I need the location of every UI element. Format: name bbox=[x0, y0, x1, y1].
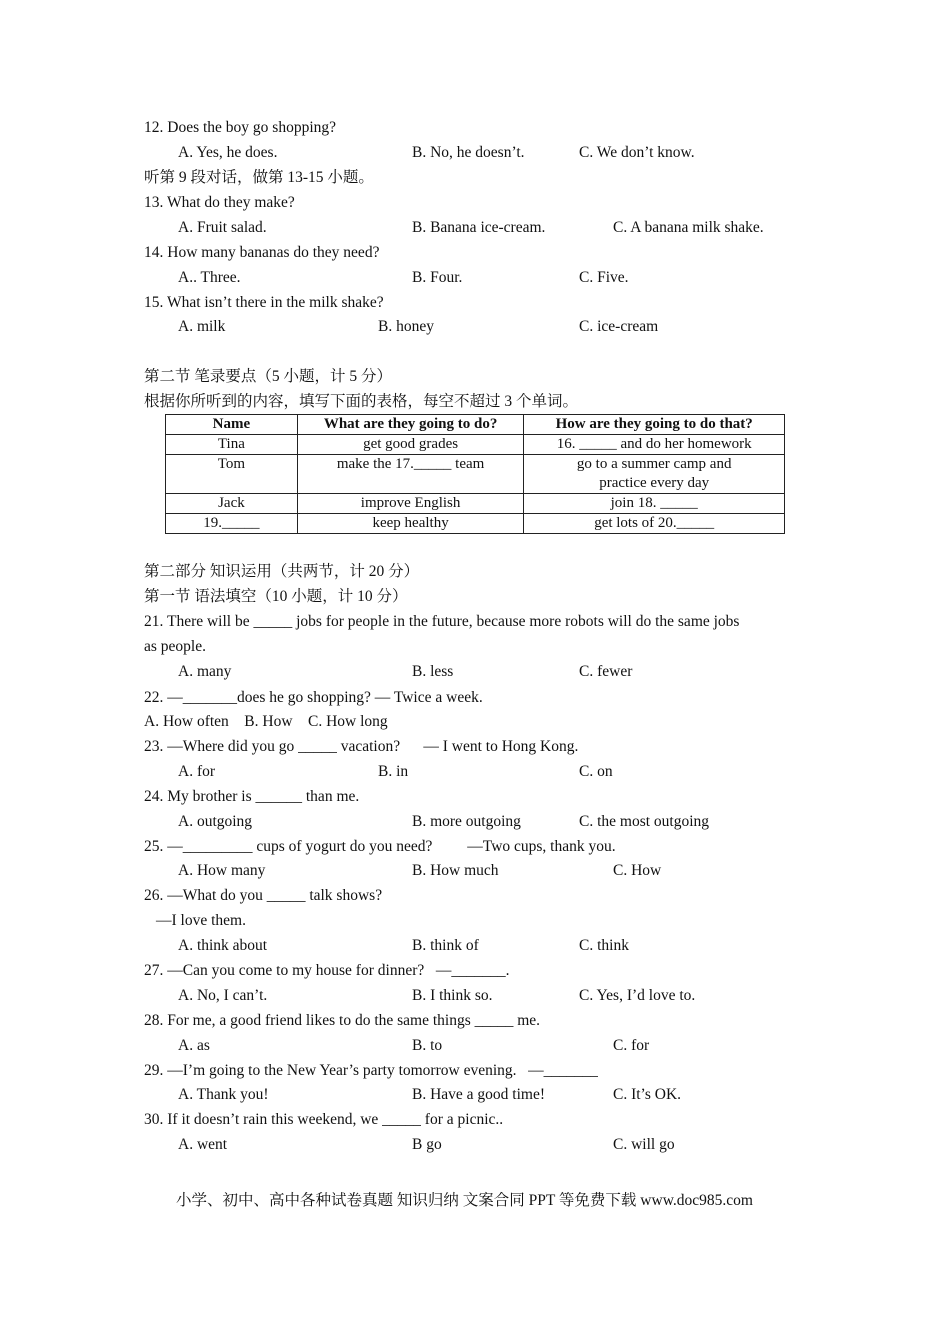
cell-plan: keep healthy bbox=[297, 514, 524, 534]
q28-option-a: A. as bbox=[178, 1037, 210, 1054]
q23-option-a: A. for bbox=[178, 763, 216, 780]
q12-option-c: C. We don’t know. bbox=[579, 144, 695, 161]
q13-option-c: C. A banana milk shake. bbox=[613, 219, 764, 236]
part-2-title: 第二部分 知识运用（共两节，计 20 分） bbox=[144, 563, 420, 580]
q26-option-c: C. think bbox=[579, 937, 629, 954]
q28-option-b: B. to bbox=[412, 1037, 443, 1054]
q14-option-c: C. Five. bbox=[579, 269, 629, 286]
table-header-row bbox=[166, 415, 785, 435]
q12-option-b: B. No, he doesn’t. bbox=[412, 144, 525, 161]
cell-name: Jack bbox=[166, 494, 298, 514]
table-row bbox=[166, 514, 785, 534]
question-30-stem: 30. If it doesn’t rain this weekend, we _____ for a picnic.. bbox=[144, 1111, 504, 1128]
question-28-stem: 28. For me, a good friend likes to do the same things _____ me. bbox=[144, 1012, 541, 1029]
q28-option-c: C. for bbox=[613, 1037, 650, 1054]
q25-option-b: B. How much bbox=[412, 862, 499, 879]
question-12-stem: 12. Does the boy go shopping? bbox=[144, 119, 337, 136]
q15-option-b: B. honey bbox=[378, 318, 434, 335]
section-2-instruction: 根据你所听到的内容，填写下面的表格，每空不超过 3 个单词。 bbox=[144, 393, 579, 410]
q12-option-a: A. Yes, he does. bbox=[178, 144, 278, 161]
question-29-stem: 29. —I’m going to the New Year’s party tomorrow evening. —_______ bbox=[144, 1062, 598, 1079]
question-25-stem: 25. —_________ cups of yogurt do you need? —Two cups, thank you. bbox=[144, 838, 616, 855]
q25-option-c: C. How bbox=[613, 862, 662, 879]
q23-option-c: C. on bbox=[579, 763, 613, 780]
table-row bbox=[166, 455, 785, 494]
q22-options: A. How often B. How C. How long bbox=[144, 713, 388, 730]
cell-method: 16. _____ and do her homework bbox=[524, 435, 785, 455]
q26-option-b: B. think of bbox=[412, 937, 479, 954]
q25-option-a: A. How many bbox=[178, 862, 266, 879]
section-2-title: 第二节 笔录要点（5 小题，计 5 分） bbox=[144, 368, 393, 385]
question-26-reply: —I love them. bbox=[156, 912, 246, 929]
question-27-stem: 27. —Can you come to my house for dinner? —_______. bbox=[144, 962, 510, 979]
cell-name: Tom bbox=[166, 455, 298, 494]
cell-name: Tina bbox=[166, 435, 298, 455]
q27-option-b: B. I think so. bbox=[412, 987, 493, 1004]
dialog-9-instruction: 听第 9 段对话，做第 13-15 小题。 bbox=[144, 169, 374, 186]
question-13-stem: 13. What do they make? bbox=[144, 194, 295, 211]
q30-option-c: C. will go bbox=[613, 1136, 675, 1153]
q27-option-c: C. Yes, I’d love to. bbox=[579, 987, 696, 1004]
q27-option-a: A. No, I can’t. bbox=[178, 987, 268, 1004]
cell-method: join 18. _____ bbox=[524, 494, 785, 514]
question-14-stem: 14. How many bananas do they need? bbox=[144, 244, 380, 261]
header-method: How are they going to do that? bbox=[524, 415, 785, 435]
cell-name: 19._____ bbox=[166, 514, 298, 534]
q21-option-b: B. less bbox=[412, 663, 454, 680]
q24-option-c: C. the most outgoing bbox=[579, 813, 710, 830]
table-row bbox=[166, 435, 785, 455]
footer-note: 小学、初中、高中各种试卷真题 知识归纳 文案合同 PPT 等免费下载 www.doc985.com bbox=[176, 1192, 753, 1209]
notes-table bbox=[165, 414, 785, 534]
q26-option-a: A. think about bbox=[178, 937, 268, 954]
q23-option-b: B. in bbox=[378, 763, 409, 780]
cell-plan: get good grades bbox=[297, 435, 524, 455]
cell-plan: make the 17._____ team bbox=[297, 455, 524, 494]
q24-option-a: A. outgoing bbox=[178, 813, 253, 830]
q24-option-b: B. more outgoing bbox=[412, 813, 521, 830]
question-22-stem: 22. —_______does he go shopping? — Twice a week. bbox=[144, 689, 483, 706]
question-21-stem-cont: as people. bbox=[144, 638, 206, 655]
q14-option-b: B. Four. bbox=[412, 269, 463, 286]
q15-option-a: A. milk bbox=[178, 318, 226, 335]
header-plan: What are they going to do? bbox=[297, 415, 524, 435]
q29-option-c: C. It’s OK. bbox=[613, 1086, 682, 1103]
question-24-stem: 24. My brother is ______ than me. bbox=[144, 788, 360, 805]
q29-option-a: A. Thank you! bbox=[178, 1086, 269, 1103]
q14-option-a: A.. Three. bbox=[178, 269, 241, 286]
cell-method: get lots of 20._____ bbox=[524, 514, 785, 534]
q13-option-a: A. Fruit salad. bbox=[178, 219, 267, 236]
question-23-stem: 23. —Where did you go _____ vacation? — I went to Hong Kong. bbox=[144, 738, 579, 755]
q30-option-b: B go bbox=[412, 1136, 442, 1153]
question-15-stem: 15. What isn’t there in the milk shake? bbox=[144, 294, 384, 311]
header-name: Name bbox=[166, 415, 298, 435]
cell-method: go to a summer camp and practice every day bbox=[524, 455, 785, 494]
cell-plan: improve English bbox=[297, 494, 524, 514]
question-21-stem: 21. There will be _____ jobs for people in the future, because more robots will do the same jobs bbox=[144, 613, 740, 630]
q13-option-b: B. Banana ice-cream. bbox=[412, 219, 546, 236]
grammar-section-title: 第一节 语法填空（10 小题，计 10 分） bbox=[144, 588, 408, 605]
question-26-stem: 26. —What do you _____ talk shows? bbox=[144, 887, 383, 904]
q21-option-c: C. fewer bbox=[579, 663, 633, 680]
q29-option-b: B. Have a good time! bbox=[412, 1086, 546, 1103]
table-row bbox=[166, 494, 785, 514]
q15-option-c: C. ice-cream bbox=[579, 318, 659, 335]
q30-option-a: A. went bbox=[178, 1136, 228, 1153]
q21-option-a: A. many bbox=[178, 663, 232, 680]
